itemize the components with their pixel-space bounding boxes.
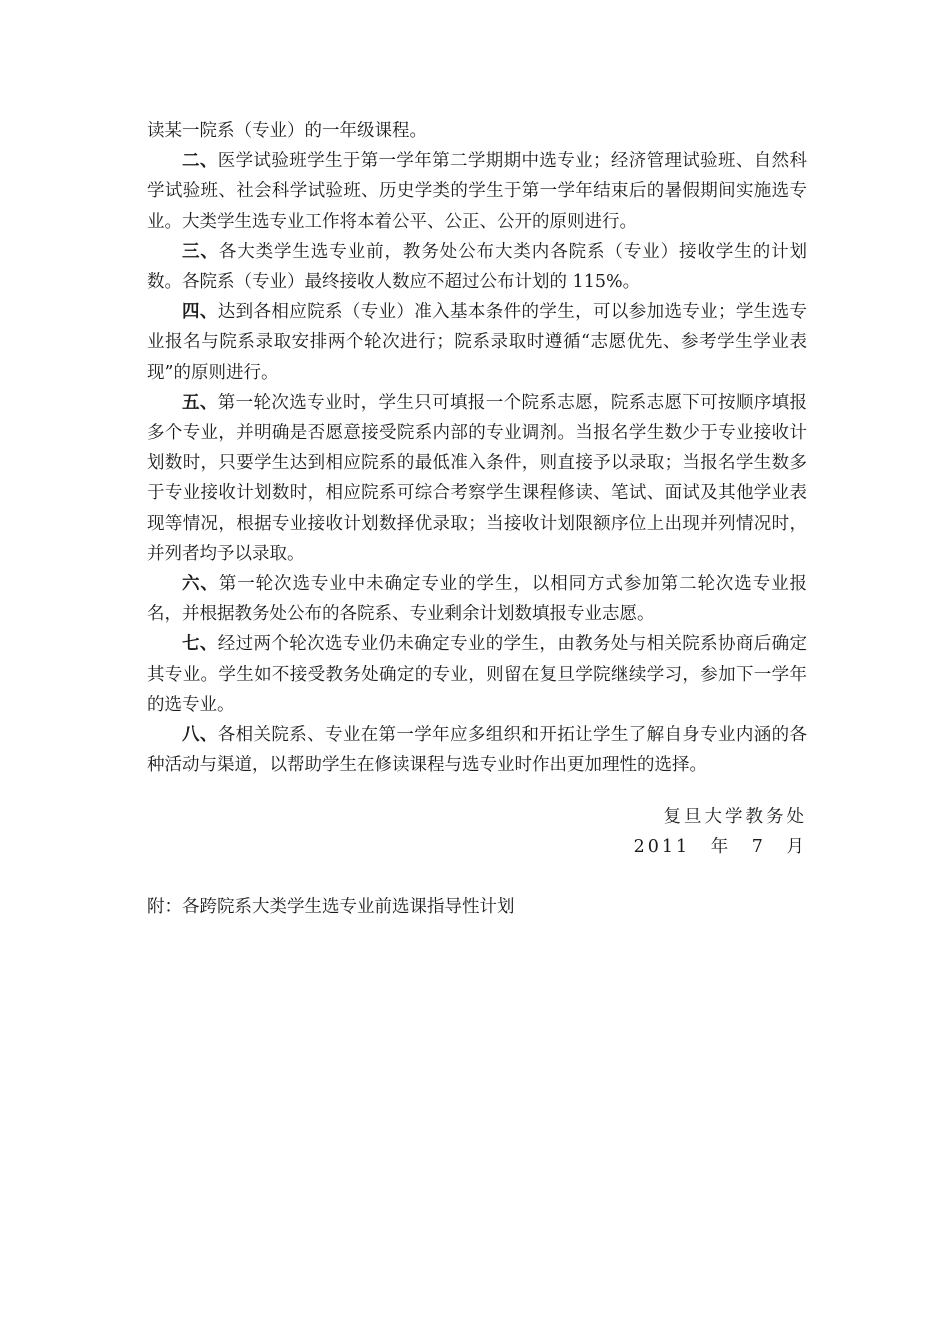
clause-number: 五、 (182, 392, 218, 413)
clause-4-paragraph (147, 297, 807, 388)
clause-text: 医学试验班学生于第一学年第二学期期中选专业；经济管理试验班、自然科学试验班、社会科学试验班、历史学类的学生于第一学年结束后的暑假期间实施选专业。大类学生选专业工作将本着公平、公正、公开的原则进行。 (147, 151, 808, 232)
clause-number: 三、 (182, 241, 219, 262)
clause-number: 七、 (182, 634, 218, 655)
continuation-paragraph: 读某一院系（专业）的一年级课程。 (147, 121, 427, 141)
signature-date: 2011 年 7 月 (633, 837, 807, 857)
clause-7-paragraph (147, 629, 807, 720)
document-body (147, 116, 807, 780)
clause-3-paragraph (147, 237, 807, 297)
clause-number: 四、 (182, 302, 218, 323)
clause-number: 二、 (182, 151, 218, 172)
clause-6-paragraph (147, 569, 807, 629)
clause-text: 各相关院系、专业在第一学年应多组织和开拓让学生了解自身专业内涵的各种活动与渠道，以帮助学生在修读课程与选专业时作出更加理性的选择。 (147, 725, 808, 776)
appendix-note: 附：各跨院系大类学生选专业前选课指导性计划 (147, 897, 515, 917)
clause-8-paragraph (147, 720, 807, 780)
clause-text: 达到各相应院系（专业）准入基本条件的学生，可以参加选专业；学生选专业报名与院系录取安排两个轮次进行；院系录取时遵循“志愿优先、参考学生学业表现”的原则进行。 (147, 302, 808, 383)
signature-organization: 复旦大学教务处 (663, 807, 807, 827)
clause-text: 第一轮次选专业中未确定专业的学生，以相同方式参加第二轮次选专业报名，并根据教务处公布的各院系、专业剩余计划数填报专业志愿。 (147, 574, 808, 625)
clause-2-paragraph (147, 146, 807, 237)
clause-number: 六、 (182, 574, 219, 595)
clause-text: 经过两个轮次选专业仍未确定专业的学生，由教务处与相关院系协商后确定其专业。学生如不接受教务处确定的专业，则留在复旦学院继续学习，参加下一学年的选专业。 (147, 634, 808, 715)
signature-block (634, 802, 807, 862)
clause-text: 各大类学生选专业前，教务处公布大类内各院系（专业）接收学生的计划数。各院系（专业）最终接收人数应不超过公布计划的 115%。 (147, 241, 808, 293)
clause-number: 八、 (182, 725, 218, 746)
clause-text: 第一轮次选专业时，学生只可填报一个院系志愿，院系志愿下可按顺序填报多个专业，并明确是否愿意接受院系内部的专业调剂。当报名学生数少于专业接收计划数时，只要学生达到相应院系的最低准入条件，则直接予以录取；当报名学生数多于专业接收计划数时，相应院系可综合考察学生课程修读、笔试、面试及其他学业表现等情况，根据专业接收计划数择优录取；当接收计划限额序位上出现并列情况时，并列者均予以录取。 (147, 392, 808, 564)
clause-5-paragraph (147, 388, 807, 569)
